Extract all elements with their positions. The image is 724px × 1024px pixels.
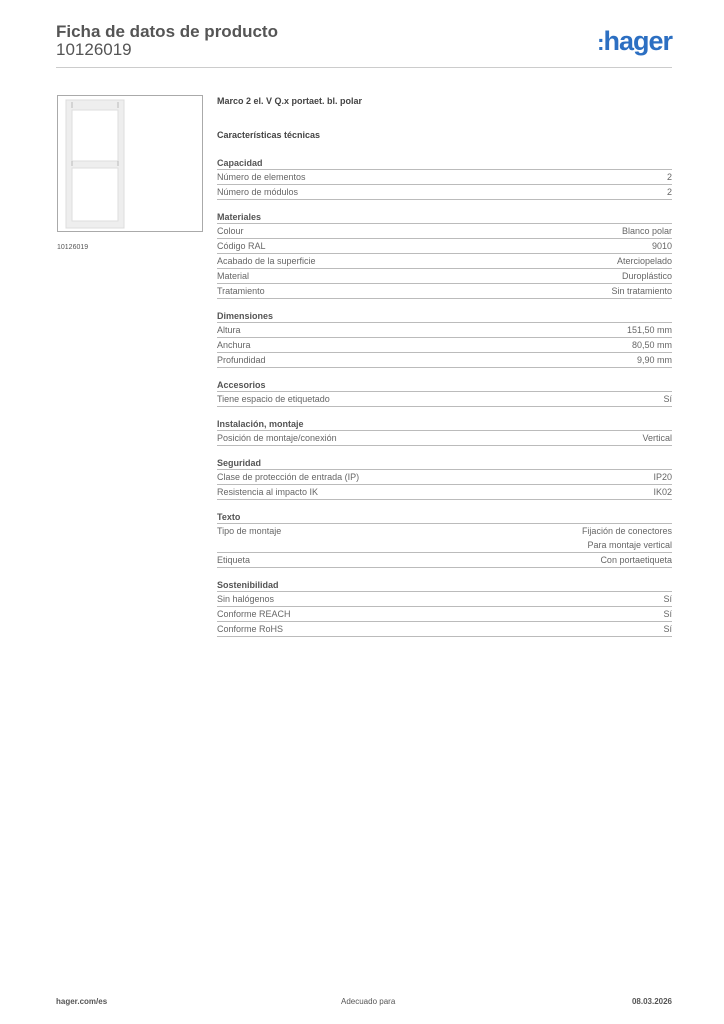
spec-value: Duroplástico (621, 271, 672, 281)
page-title: Ficha de datos de producto (56, 22, 278, 41)
spec-table (217, 96, 672, 647)
spec-row (217, 353, 672, 368)
spec-label: Conforme REACH (217, 609, 291, 619)
spec-section (217, 156, 672, 200)
spec-row (217, 284, 672, 299)
spec-row (217, 185, 672, 200)
image-caption: 10126019 (57, 244, 89, 251)
spec-section (217, 417, 672, 446)
spec-value: 9,90 mm (636, 355, 672, 365)
product-title: Marco 2 el. V Q.x portaet. bl. polar (217, 96, 363, 106)
spec-section (217, 309, 672, 368)
spec-label: Profundidad (217, 355, 266, 365)
spec-label: Conforme RoHS (217, 624, 284, 634)
spec-row (217, 485, 672, 500)
spec-label: Tiene espacio de etiquetado (217, 394, 330, 404)
spec-value: Fijación de conectores Para montaje vertical (581, 526, 672, 550)
spec-value: Sin tratamiento (611, 286, 672, 296)
spec-label: Código RAL (217, 241, 266, 251)
spec-section (217, 378, 672, 407)
spec-row (217, 607, 672, 622)
spec-section (217, 510, 672, 568)
spec-value: 2 (666, 187, 672, 197)
spec-row (217, 338, 672, 353)
spec-label: Clase de protección de entrada (IP) (217, 472, 360, 482)
spec-label: Número de módulos (217, 187, 299, 197)
section-title: Materiales (217, 210, 672, 224)
spec-label: Altura (217, 325, 241, 335)
characteristics-title: Características técnicas (217, 130, 321, 140)
spec-label: Número de elementos (217, 172, 306, 182)
spec-row (217, 392, 672, 407)
spec-label: Anchura (217, 340, 251, 350)
spec-label: Acabado de la superficie (217, 256, 316, 266)
spec-row (217, 269, 672, 284)
spec-label: Colour (217, 226, 244, 236)
section-title: Sostenibilidad (217, 578, 672, 592)
spec-value: Vertical (642, 433, 672, 443)
spec-label: Resistencia al impacto IK (217, 487, 319, 497)
spec-label: Material (217, 271, 250, 281)
product-image (57, 95, 203, 232)
section-title: Dimensiones (217, 309, 672, 323)
footer-website: hager.com/es (56, 997, 108, 1006)
spec-row (217, 431, 672, 446)
spec-label: Sin halógenos (217, 594, 275, 604)
spec-value: Sí (663, 609, 672, 619)
spec-section (217, 210, 672, 299)
spec-value: IK02 (653, 487, 672, 497)
section-title: Accesorios (217, 378, 672, 392)
header-divider (56, 67, 672, 68)
section-title: Seguridad (217, 456, 672, 470)
spec-value: 151,50 mm (626, 325, 672, 335)
spec-label: Tratamiento (217, 286, 265, 296)
spec-label: Posición de montaje/conexión (217, 433, 337, 443)
spec-value: 9010 (651, 241, 672, 251)
spec-row (217, 254, 672, 269)
footer-date: 08.03.2026 (631, 997, 672, 1006)
spec-section (217, 456, 672, 500)
spec-value: IP20 (653, 472, 672, 482)
spec-value: Con portaetiqueta (600, 555, 672, 565)
spec-value: Aterciopelado (616, 256, 672, 266)
section-title: Capacidad (217, 156, 672, 170)
spec-row (217, 323, 672, 338)
spec-row (217, 470, 672, 485)
spec-row (217, 553, 672, 568)
spec-value: Sí (663, 624, 672, 634)
footer-suitable: Adecuado para (341, 997, 396, 1006)
spec-row (217, 622, 672, 637)
spec-section (217, 578, 672, 637)
product-number: 10126019 (56, 40, 132, 59)
spec-label: Etiqueta (217, 555, 251, 565)
section-title: Instalación, montaje (217, 417, 672, 431)
spec-row (217, 592, 672, 607)
spec-value: Sí (663, 594, 672, 604)
spec-value: 2 (666, 172, 672, 182)
spec-value: Sí (663, 394, 672, 404)
spec-value: Blanco polar (621, 226, 672, 236)
hager-logo: :hager (597, 26, 672, 56)
spec-value: 80,50 mm (631, 340, 672, 350)
spec-row (217, 170, 672, 185)
spec-row (217, 224, 672, 239)
spec-row (217, 524, 672, 553)
spec-label: Tipo de montaje (217, 526, 282, 536)
spec-row (217, 239, 672, 254)
section-title: Texto (217, 510, 672, 524)
